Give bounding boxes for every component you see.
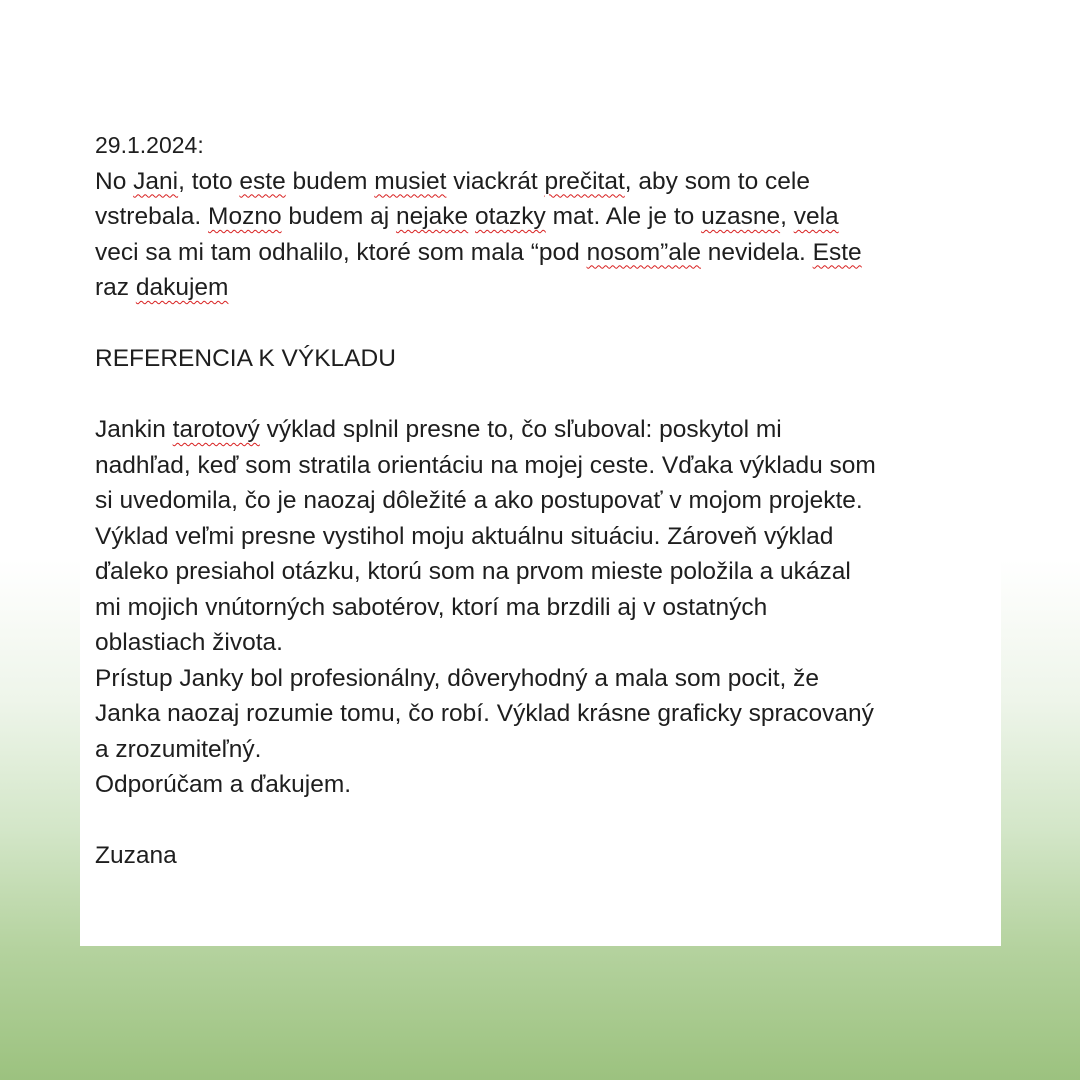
text-segment: Janka naozaj rozumie tomu, čo robí. Výklad krásne graficky spracovaný	[95, 700, 874, 727]
text-segment: Prístup Janky bol profesionálny, dôveryhodný a mala som pocit, že	[95, 664, 820, 692]
date-line: 29.1.2024:	[95, 132, 204, 158]
text-segment: Odporúčam a ďakujem.	[95, 771, 352, 798]
text-segment: raz	[95, 274, 136, 301]
paragraph-spacer	[95, 377, 1001, 413]
message-line-0	[95, 164, 1001, 200]
reference-line-6	[95, 625, 1001, 661]
reference-line-0	[95, 412, 1001, 448]
document-page	[80, 90, 1001, 946]
text-segment: mi mojich vnútorných sabotérov, ktorí ma brzdili aj v ostatných	[95, 593, 768, 621]
spellcheck-flagged-word: prečitat	[544, 167, 625, 195]
paragraph-spacer	[95, 803, 1001, 839]
text-segment: ďaleko presiahol otázku, ktorú som na prvom mieste položila a ukázal	[95, 558, 851, 585]
spellcheck-flagged-word: nejake	[395, 203, 469, 230]
reference-line-9	[95, 732, 1001, 768]
spellcheck-flagged-word: este	[239, 167, 286, 195]
reference-line-1	[95, 448, 1001, 484]
spellcheck-flagged-word: musiet	[374, 167, 447, 195]
text-segment	[468, 203, 475, 230]
text-segment: nevidela.	[700, 238, 813, 266]
message-line-3	[95, 270, 1001, 306]
text-segment: budem	[285, 167, 375, 195]
text-segment: Jankin	[95, 416, 173, 443]
message-line-2	[95, 235, 1001, 271]
spellcheck-flagged-word: dakujem	[135, 274, 229, 301]
reference-line-5	[95, 590, 1001, 626]
spellcheck-flagged-word: uzasne	[701, 203, 781, 230]
spellcheck-flagged-word: Mozno	[208, 203, 282, 230]
text-segment: výklad splnil presne to, čo sľuboval: poskytol mi	[259, 416, 782, 443]
reference-line-4	[95, 554, 1001, 590]
spellcheck-flagged-word: otazky	[475, 203, 546, 230]
text-segment: vstrebala.	[95, 203, 209, 230]
text-segment: , aby som to cele	[624, 167, 810, 195]
reference-line-3	[95, 519, 1001, 555]
text-segment: nadhľad, keď som stratila orientáciu na mojej ceste. Vďaka výkladu som	[95, 451, 876, 479]
reference-paragraph	[95, 412, 1001, 803]
spellcheck-flagged-word: tarotový	[172, 416, 260, 443]
text-segment: , toto	[178, 167, 240, 195]
spellcheck-flagged-word: Jani	[133, 167, 179, 195]
reference-line-7	[95, 661, 1001, 697]
text-segment: Výklad veľmi presne vystihol moju aktuálnu situáciu. Zároveň výklad	[95, 522, 834, 550]
text-segment: budem aj	[281, 203, 396, 230]
text-segment: si uvedomila, čo je naozaj dôležité a ako postupovať v mojom projekte.	[95, 487, 863, 514]
text-segment: viackrát	[446, 167, 545, 195]
paragraph-spacer	[95, 306, 1001, 342]
spellcheck-flagged-word: vela	[793, 203, 839, 230]
signature: Zuzana	[95, 842, 177, 869]
message-paragraph	[95, 164, 1001, 306]
text-segment: mat. Ale je to	[545, 203, 702, 230]
text-segment: veci sa mi tam odhalilo, ktoré som mala “pod	[95, 238, 587, 266]
spellcheck-flagged-word: Este	[812, 238, 862, 266]
message-line-1	[95, 199, 1001, 235]
text-segment: a zrozumiteľný.	[95, 735, 262, 763]
text-segment: ,	[780, 203, 794, 230]
reference-line-10	[95, 767, 1001, 803]
text-segment: No	[95, 167, 134, 195]
reference-line-2	[95, 483, 1001, 519]
reference-line-8	[95, 696, 1001, 732]
reference-heading: REFERENCIA K VÝKLADU	[95, 345, 396, 372]
text-segment: oblastiach života.	[95, 629, 283, 656]
spellcheck-flagged-word: nosom”ale	[586, 238, 701, 266]
